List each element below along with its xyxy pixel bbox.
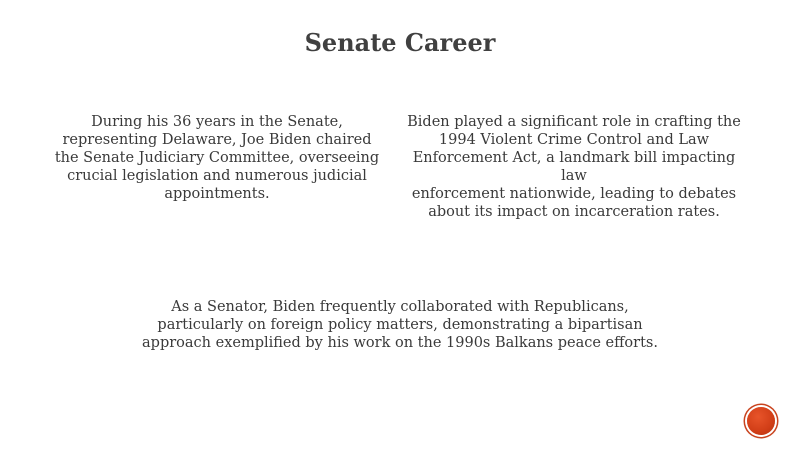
slide-title: Senate Career — [304, 28, 496, 57]
paragraph-crime-act: Biden played a significant role in crafting the 1994 Violent Crime Control and Law Enforcement Act, a landmark bill impacting law enforcement nationwide, leading to debates about its impact on incarceration rates. — [407, 114, 741, 220]
paragraph-senate-judiciary: During his 36 years in the Senate, representing Delaware, Joe Biden chaired the Senate Judiciary Committee, overseeing crucial legislation and numerous judicial appointments. — [54, 114, 380, 202]
slide-nav-circle-icon[interactable] — [747, 407, 775, 435]
paragraph-bipartisan: As a Senator, Biden frequently collaborated with Republicans, particularly on foreign policy matters, demonstrating a bipartisan approach exemplified by his work on the 1990s Balkans peace efforts. — [142, 299, 658, 351]
